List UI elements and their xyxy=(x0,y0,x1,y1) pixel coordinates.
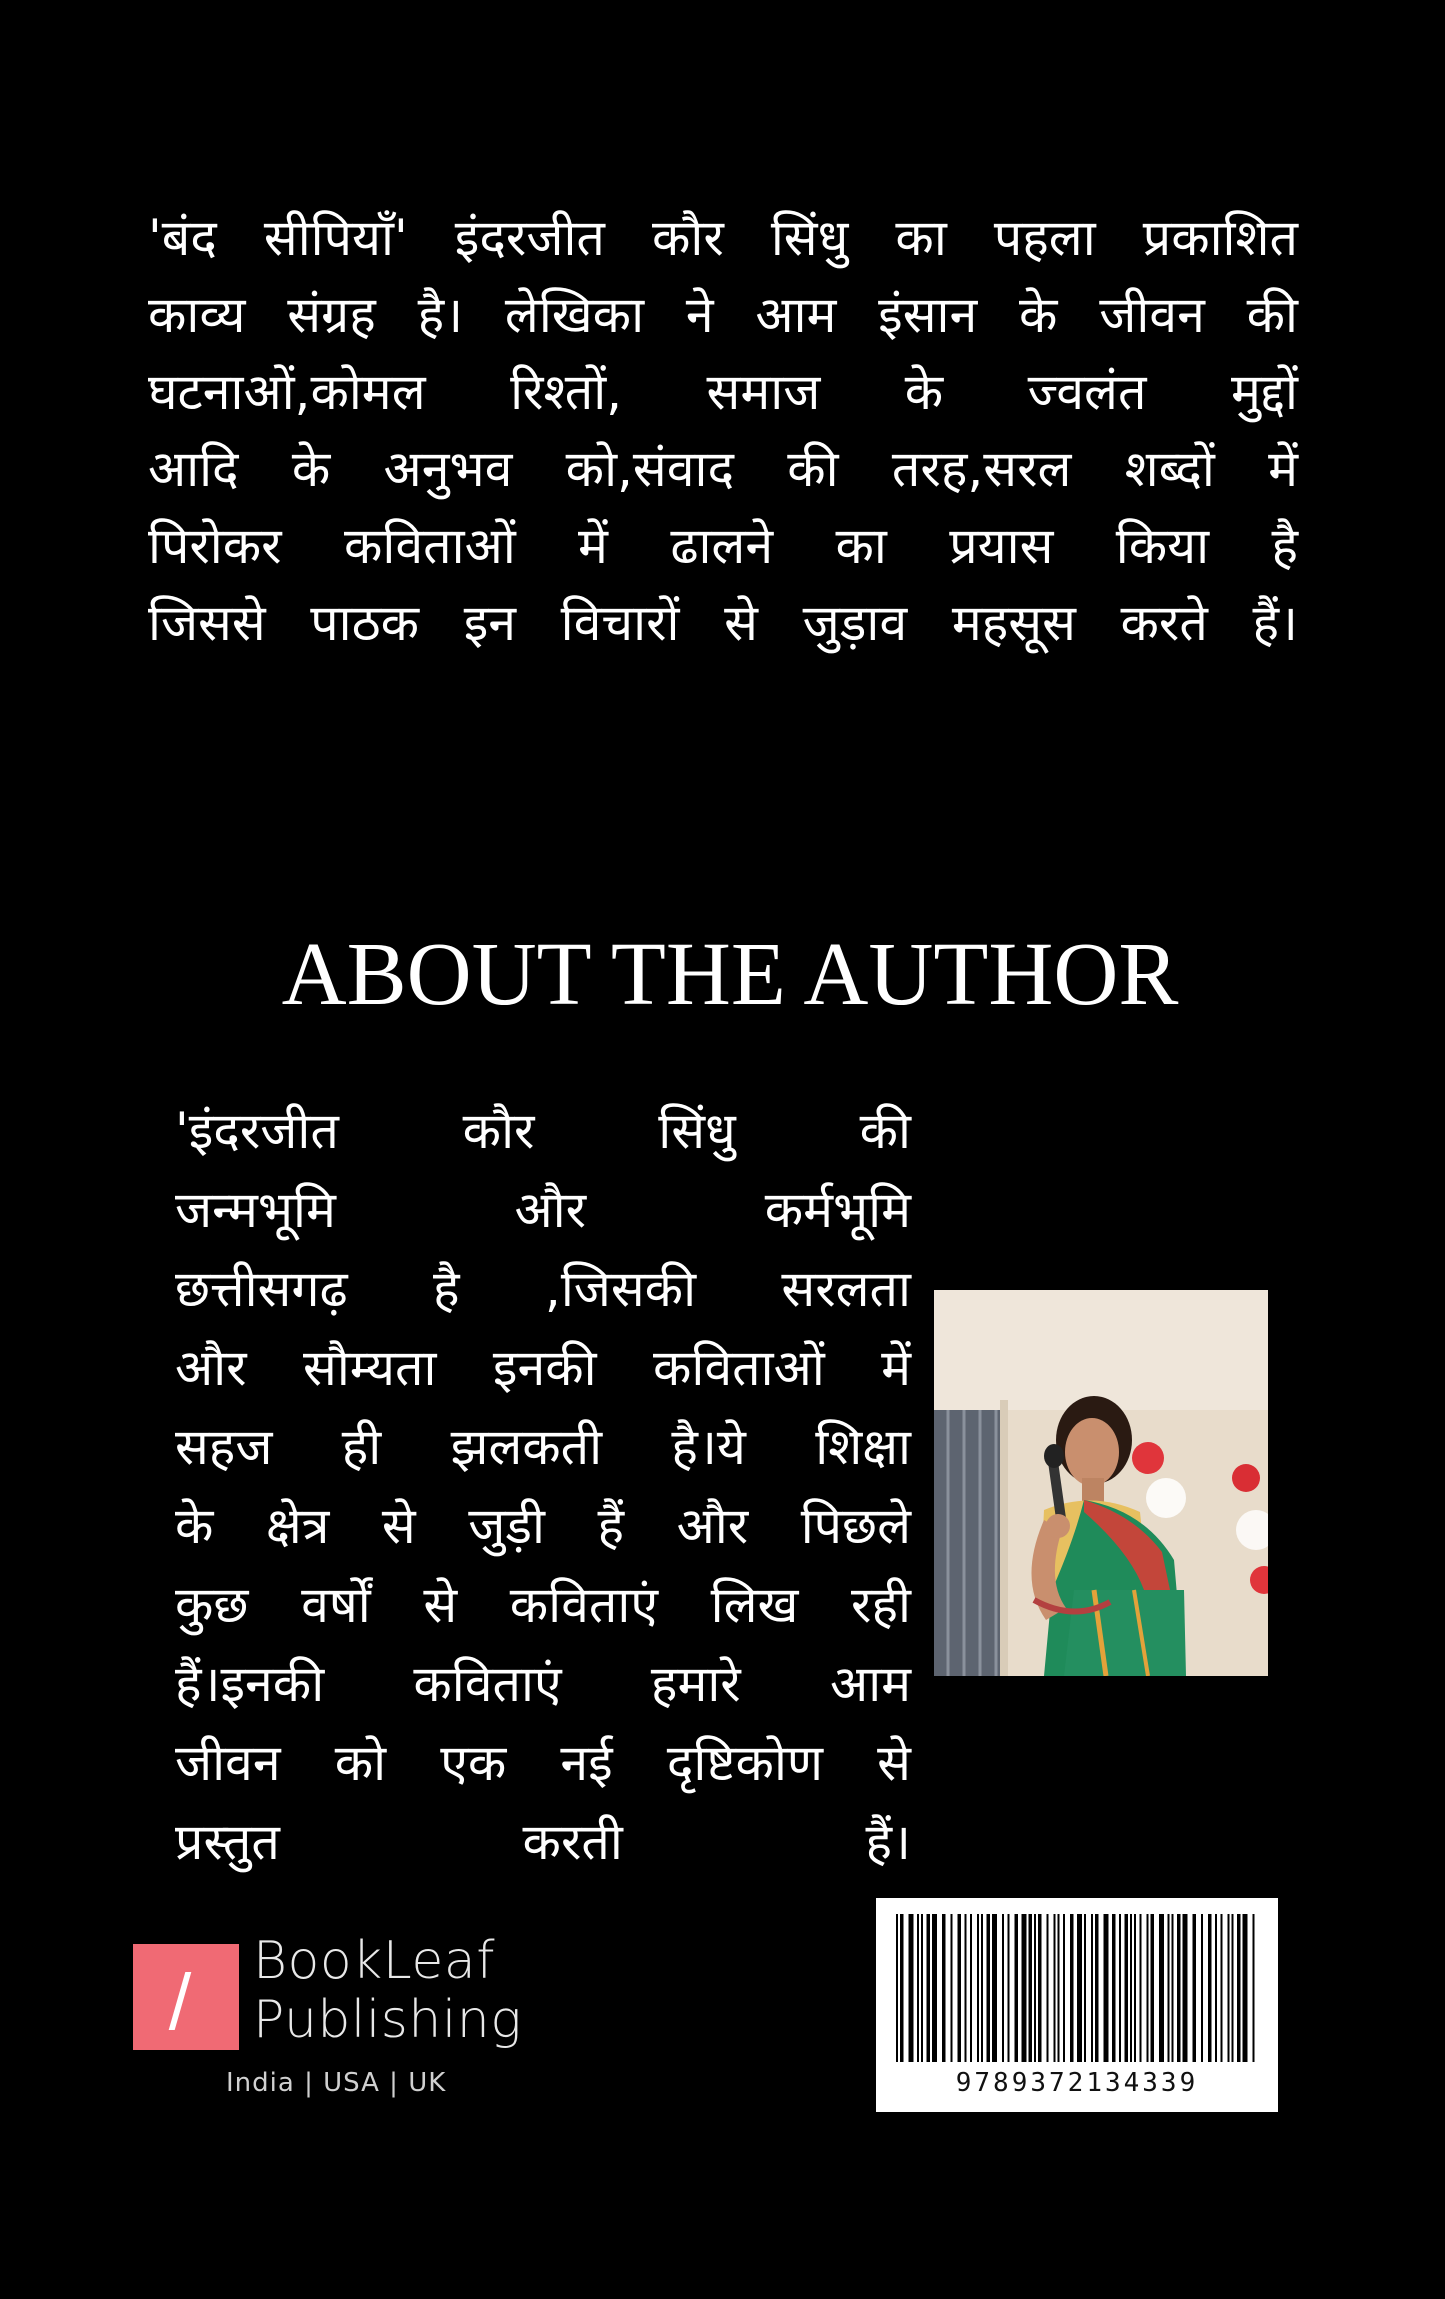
bio-line: प्रस्तुत करती हैं। xyxy=(175,1813,911,1871)
barcode-bar xyxy=(921,1914,923,2062)
barcode-bar xyxy=(951,1914,953,2062)
barcode-bar xyxy=(1130,1914,1132,2062)
barcode-bar xyxy=(1228,1914,1230,2062)
barcode-bar xyxy=(900,1914,904,2062)
barcode-bar xyxy=(1119,1914,1121,2062)
barcode-bar xyxy=(987,1914,991,2062)
barcode-bar xyxy=(1058,1914,1060,2062)
barcode-bar xyxy=(970,1914,972,2062)
barcode-bar xyxy=(1008,1914,1010,2062)
barcode-bar xyxy=(958,1914,962,2062)
barcode-bar xyxy=(1237,1914,1241,2062)
isbn-barcode xyxy=(876,1898,1278,2112)
barcode-bar xyxy=(1034,1914,1036,2062)
barcode-bar xyxy=(1208,1914,1212,2062)
barcode-bar xyxy=(1125,1914,1129,2062)
barcode-bar xyxy=(1054,1914,1056,2062)
publisher-logo xyxy=(133,1931,533,2120)
barcode-bar xyxy=(1134,1914,1136,2062)
book-blurb xyxy=(148,200,1298,662)
barcode-bar xyxy=(965,1914,967,2062)
barcode-bar xyxy=(909,1914,914,2062)
publisher-name-line1: BookLeaf xyxy=(253,1931,496,1991)
barcode-bar xyxy=(977,1914,979,2062)
blurb-line: 'बंद सीपियाँ' इंदरजीत कौर सिंधु का पहला प्रकाशित xyxy=(148,209,1298,267)
barcode-bar xyxy=(1095,1914,1099,2062)
bio-line: सहज ही झलकती है।ये शिक्षा xyxy=(175,1418,911,1476)
barcode-bar xyxy=(981,1914,983,2062)
isbn-number: 9789372134339 xyxy=(955,2068,1199,2098)
barcode-bar xyxy=(1029,1914,1033,2062)
barcode-bar xyxy=(992,1914,997,2062)
barcode-bar xyxy=(1070,1914,1074,2062)
publisher-logo-square xyxy=(133,1944,239,2050)
bio-line: कुछ वर्षों से कविताएं लिख रही xyxy=(175,1576,911,1634)
barcode-bar xyxy=(1221,1914,1223,2062)
barcode-bar xyxy=(1159,1914,1164,2062)
barcode-bar xyxy=(917,1914,919,2062)
author-photo xyxy=(934,1290,1268,1676)
barcode-bar xyxy=(1201,1914,1203,2062)
barcode-bar xyxy=(1183,1914,1188,2062)
bio-line: के क्षेत्र से जुड़ी हैं और पिछले xyxy=(175,1497,911,1555)
blurb-line: पिरोकर कविताओं में ढालने का प्रयास किया है xyxy=(148,517,1298,575)
publisher-name xyxy=(253,1932,522,2050)
barcode-bar xyxy=(1243,1914,1248,2062)
barcode-bar xyxy=(1151,1914,1155,2062)
barcode-bar xyxy=(1077,1914,1082,2062)
about-author-heading: ABOUT THE AUTHOR xyxy=(281,925,1179,1024)
barcode-bar xyxy=(1112,1914,1116,2062)
barcode-bar xyxy=(1168,1914,1170,2062)
barcode-bar xyxy=(1147,1914,1149,2062)
barcode-bar xyxy=(1104,1914,1109,2062)
barcode-bar xyxy=(1047,1914,1049,2062)
barcode-bar xyxy=(1253,1914,1255,2062)
barcode-bar xyxy=(932,1914,937,2062)
blurb-line: जिससे पाठक इन विचारों से जुड़ाव महसूस करते हैं। xyxy=(148,594,1298,652)
slash-icon xyxy=(169,1972,192,2030)
barcode-bar xyxy=(1193,1914,1197,2062)
bio-line: जन्मभूमि और कर्मभूमि xyxy=(175,1181,911,1239)
barcode-bar xyxy=(1038,1914,1042,2062)
barcode-bar xyxy=(1063,1914,1065,2062)
author-photo-illustration xyxy=(934,1290,1268,1676)
barcode-bar xyxy=(1002,1914,1004,2062)
barcode-bar xyxy=(896,1914,898,2062)
barcode-bar xyxy=(1215,1914,1217,2062)
bio-line: और सौम्यता इनकी कविताओं में xyxy=(175,1339,911,1397)
publisher-name-line2: Publishing xyxy=(253,1990,522,2050)
barcode-bar xyxy=(1015,1914,1019,2062)
barcode-bar xyxy=(927,1914,931,2062)
barcode-bar xyxy=(1084,1914,1086,2062)
barcode-bar xyxy=(1022,1914,1027,2062)
bio-line: 'इंदरजीत कौर सिंधु की xyxy=(175,1102,911,1160)
bio-line: हैं।इनकी कविताएं हमारे आम xyxy=(175,1655,911,1713)
barcode-bar xyxy=(942,1914,946,2062)
barcode-bar xyxy=(1091,1914,1093,2062)
bio-line: छत्तीसगढ़ है ,जिसकी सरलता xyxy=(175,1260,911,1318)
blurb-line: आदि के अनुभव को,संवाद की तरह,सरल शब्दों में xyxy=(148,440,1298,498)
barcode-bar xyxy=(1232,1914,1234,2062)
publisher-countries: India | USA | UK xyxy=(226,2068,447,2098)
barcode-bar xyxy=(1172,1914,1174,2062)
author-bio xyxy=(175,1092,911,1882)
barcode-bar xyxy=(1140,1914,1142,2062)
blurb-line: घटनाओं,कोमल रिश्तों, समाज के ज्वलंत मुद्दों xyxy=(148,363,1298,421)
bio-line: जीवन को एक नई दृष्टिकोण से xyxy=(175,1734,911,1792)
blurb-line: काव्य संग्रह है। लेखिका ने आम इंसान के जीवन की xyxy=(148,286,1298,344)
barcode-bar xyxy=(1177,1914,1181,2062)
